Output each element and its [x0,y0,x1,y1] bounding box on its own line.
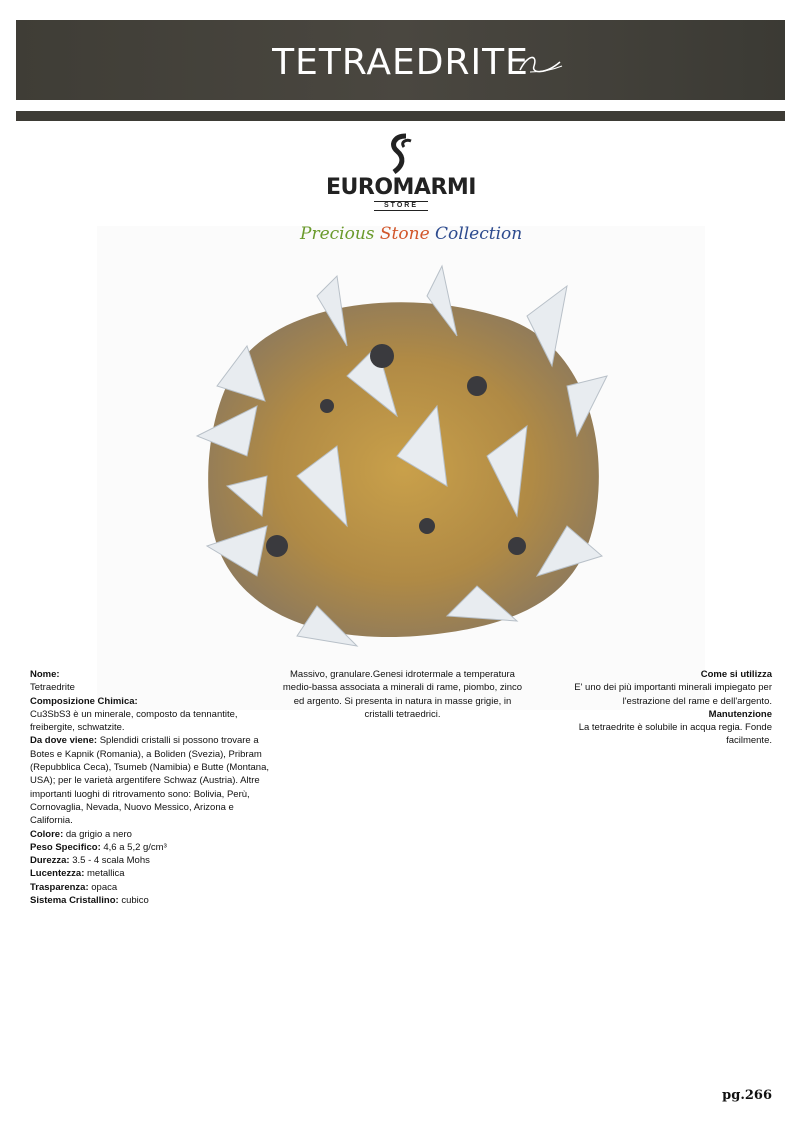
durezza-value: 3.5 - 4 scala Mohs [69,855,150,867]
mineral-photo [97,226,705,710]
tagline-stone: Stone [379,224,436,244]
maintenance-value: La tetraedrite è solubile in acqua regia. Fonde facilmente. [578,722,772,747]
tetrahedrite-specimen-image [97,226,705,710]
sistema-label: Sistema Cristallino: [30,895,119,907]
lucentezza-label: Lucentezza: [30,868,85,880]
header-banner [16,20,785,100]
page-title: TETRAEDRITE [272,42,529,83]
comp-value: Cu3SbS3 è un minerale, composto da tennantite, freibergite, schwatzite. [30,708,238,734]
durezza-label: Durezza: [30,855,70,867]
tagline-precious: Precious [300,224,380,244]
lucentezza-value: metallica [84,868,125,880]
tagline-collection: Collection [435,224,523,244]
nome-label: Nome: [30,669,60,680]
origin-label: Da dove viene: [30,735,98,747]
euromarmi-logo [326,133,476,213]
header-divider [16,111,785,121]
logo-s-icon [384,133,418,175]
comp-label: Composizione Chimica: [30,695,138,707]
logo-sub: STORE [374,201,428,211]
properties-column [30,668,275,907]
trasparenza-label: Trasparenza: [30,881,89,893]
peso-label: Peso Specifico: [30,841,101,853]
usage-column [540,668,772,748]
maintenance-label: Manutenzione [708,708,772,720]
peso-value: 4,6 a 5,2 g/cm³ [100,841,167,853]
origin-value: Splendidi cristalli si possono trovare a Botes e Kapnik (Romania), a Boliden (Svezia), Pribram (Repubblica Ceca), Tsumeb (Namibia) e Butte (Montana, USA); per le varietà argentifere Schwaz (Austria). Altre importanti luoghi di ritrovamento sono: Bolivia, Perù, Cornovaglia, Nevada, Nuovo Messico, Arizona e California. [30,735,270,827]
colore-label: Colore: [30,828,64,840]
sistema-value: cubico [118,895,149,907]
logo-name: EUROMARMI [326,175,476,200]
collection-tagline [300,224,523,244]
description-text: Massivo, granulare.Genesi idrotermale a temperatura medio-bassa associata a minerali di rame, piombo, zinco ed argento. Si presenta in natura in masse grigie, in cristalli tetraedrici. [282,669,523,720]
nome-value: Tetraedrite [30,682,75,694]
description-column [280,668,525,721]
trasparenza-value: opaca [88,881,118,893]
usage-label: Come si utilizza [700,669,772,680]
colore-value: da grigio a nero [63,828,132,840]
usage-value: E' uno dei più importanti minerali impiegato per l'estrazione del rame e dell'argento. [574,682,772,707]
page-number: pg.266 [722,1088,772,1103]
decorative-swirl-icon [516,50,566,80]
